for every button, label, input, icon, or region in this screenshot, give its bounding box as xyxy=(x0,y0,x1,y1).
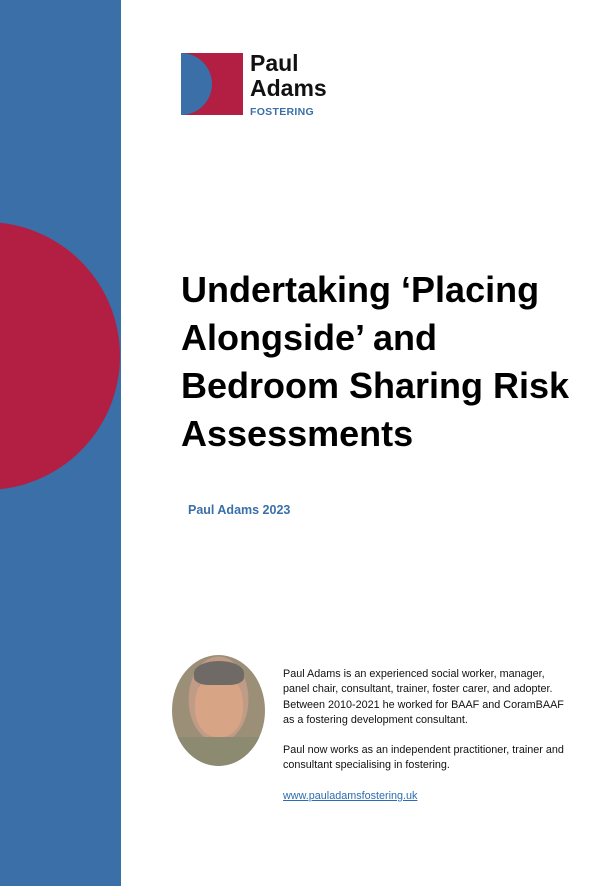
document-title: Undertaking ‘Placing Alongside’ and Bedroom Sharing Risk Assessments xyxy=(181,269,570,454)
logo-text-line1: Paul xyxy=(250,50,299,76)
bio-paragraph: Paul Adams is an experienced social worker, manager, panel chair, consultant, trainer, foster carer, and adopter. Between 2010-2021 he worked for BAAF and CoramBAAF as a fostering development consultant. xyxy=(283,668,564,726)
author-photo xyxy=(172,655,265,766)
logo-mark xyxy=(181,53,243,115)
decorative-side-strip xyxy=(0,0,121,886)
decorative-circle xyxy=(0,222,120,490)
logo-text-line2: Adams xyxy=(250,75,327,101)
author-bio xyxy=(283,667,573,804)
bio-paragraph: Paul now works as an independent practitioner, trainer and consultant specialising in fostering. xyxy=(283,744,564,772)
website-link[interactable]: www.pauladamsfostering.uk xyxy=(283,789,418,802)
author-year: Paul Adams 2023 xyxy=(188,503,291,517)
logo-tagline: FOSTERING xyxy=(250,106,314,118)
